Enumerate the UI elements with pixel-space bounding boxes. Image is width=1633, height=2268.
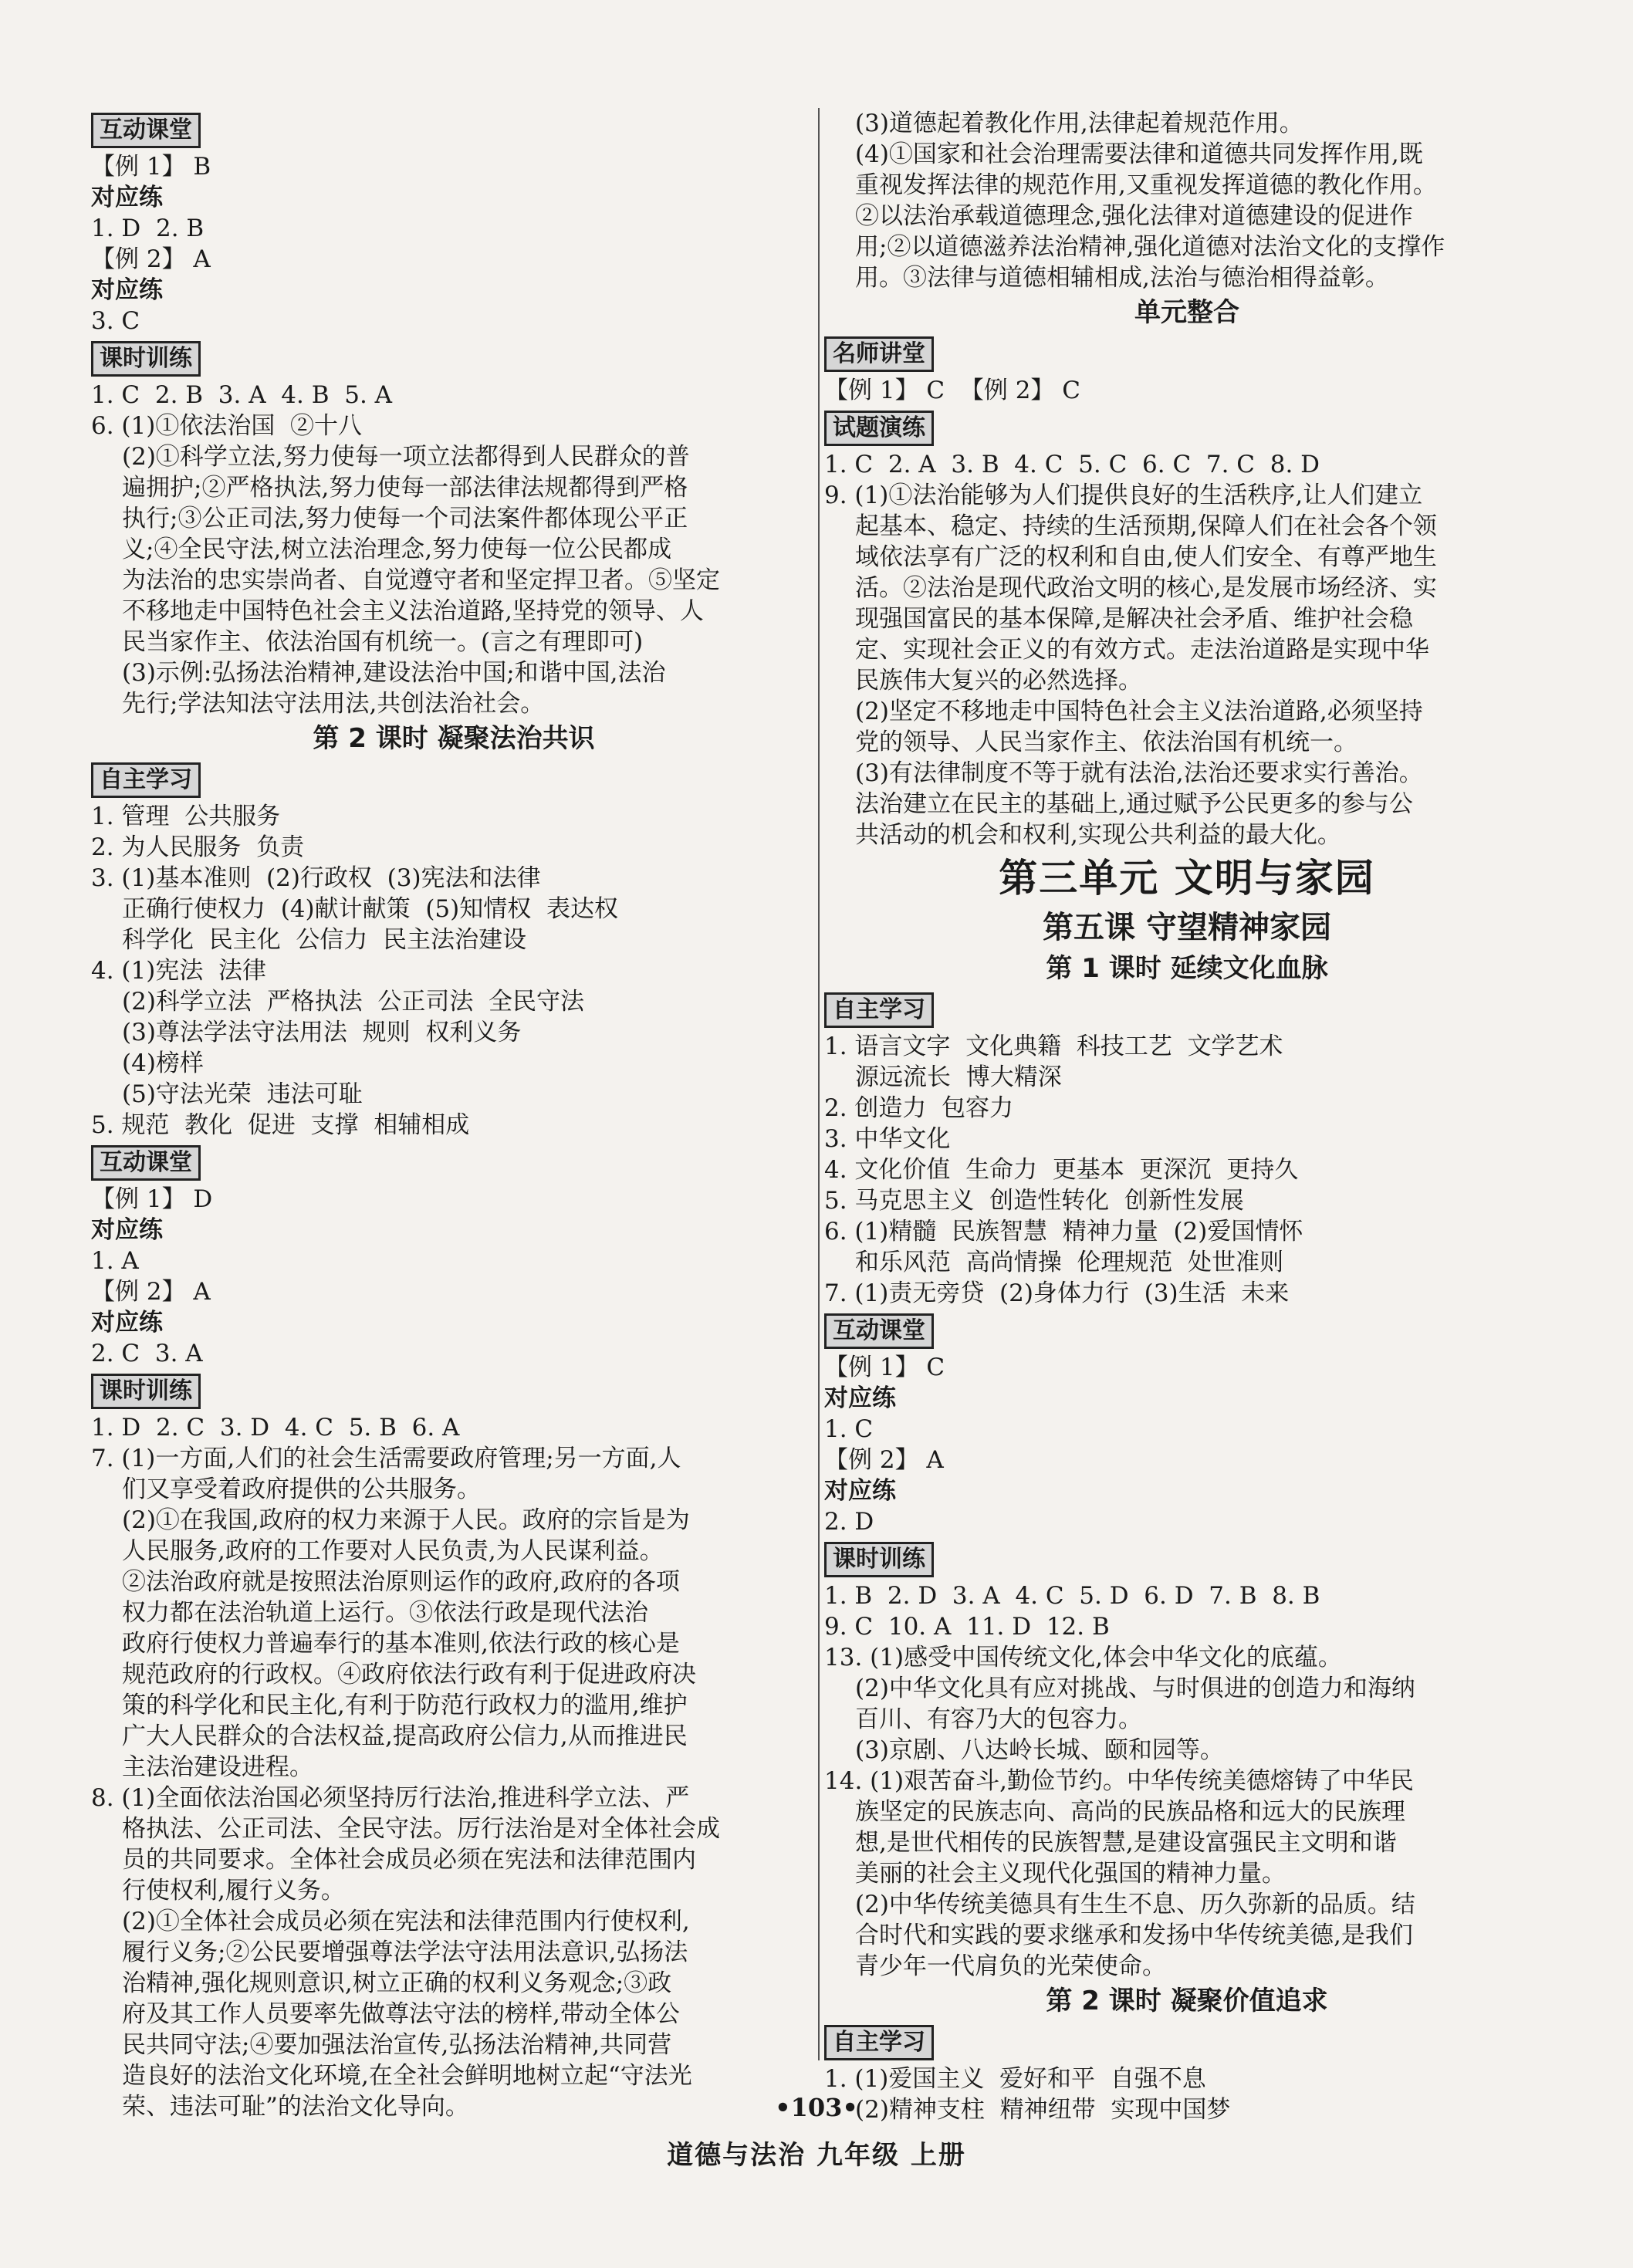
section-tag-row — [824, 406, 1550, 449]
section-tag: 名师讲堂 — [824, 336, 934, 372]
section-tag-row — [824, 332, 1550, 375]
answer-line: 2. 为人民服务 负责 — [91, 833, 305, 861]
answer-line: 造良好的法治文化环境,在全社会鲜明地树立起“守法光 — [122, 2062, 692, 2090]
answer-line: 想,是世代相传的民族智慧,是建设富强民主文明和谐 — [855, 1829, 1397, 1857]
answer-line: 府及其工作人员要率先做尊法守法的榜样,带动全体公 — [122, 2000, 680, 2028]
answer-line: 4. (1)宪法 法律 — [91, 957, 267, 985]
answer-line: 人民服务,政府的工作要对人民负责,为人民谋利益。 — [122, 1537, 664, 1565]
answer-line: 员的共同要求。全体社会成员必须在宪法和法律范围内 — [122, 1846, 696, 1874]
answer-line: 遍拥护;②严格执法,努力使每一部法律法规都得到严格 — [122, 474, 688, 502]
answer-line: (2)坚定不移地走中国特色社会主义法治道路,必须坚持 — [855, 698, 1423, 725]
answer-line: (2)精神支柱 精神纽带 实现中国梦 — [855, 2096, 1231, 2124]
answer-line: 9. (1)①法治能够为人们提供良好的生活秩序,让人们建立 — [824, 482, 1423, 509]
section-tag: 互动课堂 — [91, 1145, 201, 1181]
section-tag-row — [91, 1141, 816, 1184]
answer-line: (2)①全体社会成员必须在宪法和法律范围内行使权利, — [122, 1908, 690, 1935]
section-tag-row — [824, 2020, 1550, 2064]
answer-line: 1. D 2. B — [91, 215, 205, 242]
section-tag-row — [91, 1369, 816, 1412]
section-title: 第 2 课时 凝聚法治共识 — [313, 723, 595, 754]
answer-line: 格执法、公正司法、全民守法。厉行法治是对全体社会成 — [122, 1815, 720, 1843]
answer-line: 先行;学法知法守法用法,共创法治社会。 — [122, 690, 545, 718]
answer-line: 现强国富民的基本保障,是解决社会矛盾、维护社会稳 — [855, 605, 1413, 633]
answer-line: 策的科学化和民主化,有利于防范行政权力的滥用,维护 — [122, 1692, 688, 1719]
answer-line: (2)中华传统美德具有生生不息、历久弥新的品质。结 — [855, 1891, 1415, 1918]
section-tag: 试题演练 — [824, 411, 934, 446]
answer-line: (3)示例:弘扬法治精神,建设法治中国;和谐中国,法治 — [122, 659, 666, 687]
answer-line: 用;②以道德滋养法治精神,强化道德对法治文化的支撑作 — [855, 233, 1445, 261]
answer-line: 1. C 2. B 3. A 4. B 5. A — [91, 381, 393, 409]
answer-line: 主法治建设进程。 — [122, 1753, 313, 1781]
answer-line: 【例 1】 C 【例 2】 C — [824, 377, 1081, 404]
unit-title: 第三单元 文明与家园 — [999, 856, 1375, 901]
answer-line: 1. (1)爱国主义 爱好和平 自强不息 — [824, 2065, 1206, 2093]
answer-line: 青少年一代肩负的光荣使命。 — [855, 1952, 1166, 1980]
answer-line: 【例 1】 B — [91, 153, 211, 181]
exercise-label: 对应练 — [91, 1216, 163, 1244]
answer-line: (3)道德起着教化作用,法律起着规范作用。 — [855, 110, 1303, 137]
answer-line: 【例 1】 C — [824, 1354, 945, 1381]
answer-line: 正确行使权力 (4)献计献策 (5)知情权 表达权 — [122, 895, 618, 923]
section-tag: 互动课堂 — [91, 113, 201, 148]
page-number: •103• — [775, 2093, 858, 2122]
section-tag: 自主学习 — [824, 992, 934, 1028]
answer-line: 和乐风范 高尚情操 伦理规范 处世准则 — [855, 1249, 1284, 1276]
answer-line: (3)有法律制度不等于就有法治,法治还要求实行善治。 — [855, 759, 1423, 787]
answer-line: 规范政府的行政权。④政府依法行政有利于促进政府决 — [122, 1661, 696, 1688]
answer-line: 定、实现社会正义的有效方式。走法治道路是实现中华 — [855, 636, 1429, 664]
answer-line: 3. 中华文化 — [824, 1125, 951, 1153]
answer-line: 【例 2】 A — [91, 245, 211, 273]
answer-line: 民共同守法;④要加强法治宣传,弘扬法治精神,共同营 — [122, 2031, 672, 2059]
right-column — [824, 108, 1550, 2125]
answer-line: (2)科学立法 严格执法 公正司法 全民守法 — [122, 988, 585, 1016]
answer-line: 7. (1)一方面,人们的社会生活需要政府管理;另一方面,人 — [91, 1445, 681, 1472]
answer-line: ②以法治承载道德理念,强化法律对道德建设的促进作 — [855, 202, 1413, 230]
answer-line: 法治建立在民主的基础上,通过赋予公民更多的参与公 — [855, 790, 1413, 818]
answer-line: 合时代和实践的要求继承和发扬中华传统美德,是我们 — [855, 1922, 1413, 1949]
answer-line: 4. 文化价值 生命力 更基本 更深沉 更持久 — [824, 1156, 1299, 1184]
answer-line: 行使权利,履行义务。 — [122, 1877, 345, 1905]
answer-line: 1. B 2. D 3. A 4. C 5. D 6. D 7. B 8. B — [824, 1582, 1320, 1610]
answer-line: 荣、违法可耻”的法治文化导向。 — [122, 2093, 469, 2121]
answer-line: 2. 创造力 包容力 — [824, 1094, 1014, 1122]
exercise-label: 对应练 — [824, 1384, 896, 1412]
answer-line: 3. (1)基本准则 (2)行政权 (3)宪法和法律 — [91, 864, 541, 892]
answer-line: 1. C 2. A 3. B 4. C 5. C 6. C 7. C 8. D — [824, 451, 1320, 478]
section-tag: 课时训练 — [91, 341, 201, 377]
answer-line: 1. C — [824, 1415, 874, 1443]
answer-line: (2)中华文化具有应对挑战、与时俱进的创造力和海纳 — [855, 1675, 1415, 1702]
answer-line: 科学化 民主化 公信力 民主法治建设 — [122, 926, 527, 954]
answer-line: (3)京剧、八达岭长城、颐和园等。 — [855, 1736, 1224, 1764]
lesson-title: 第五课 守望精神家园 — [1043, 910, 1331, 945]
section-title: 第 1 课时 延续文化血脉 — [1046, 953, 1328, 984]
answer-line: 用。③法律与道德相辅相成,法治与德治相得益彰。 — [855, 264, 1389, 292]
section-title: 第 2 课时 凝聚价值追求 — [1046, 1986, 1328, 2016]
left-column — [91, 108, 816, 2122]
answer-line: ②法治政府就是按照法治原则运作的政府,政府的各项 — [122, 1568, 680, 1596]
answer-line: 源远流长 博大精深 — [855, 1063, 1062, 1091]
section-tag: 课时训练 — [91, 1374, 201, 1409]
answer-line: 【例 2】 A — [91, 1278, 211, 1306]
answer-line: 6. (1)精髓 民族智慧 精神力量 (2)爱国情怀 — [824, 1218, 1303, 1246]
answer-line: 政府行使权力普遍奉行的基本准则,依法行政的核心是 — [122, 1630, 680, 1658]
answer-line: 8. (1)全面依法治国必须坚持厉行法治,推进科学立法、严 — [91, 1784, 690, 1812]
answer-line: 9. C 10. A 11. D 12. B — [824, 1613, 1110, 1641]
section-tag-row — [824, 1309, 1550, 1352]
answer-line: 广大人民群众的合法权益,提高政府公信力,从而推进民 — [122, 1722, 688, 1750]
answer-line: 执行;③公正司法,努力使每一个司法案件都体现公平正 — [122, 505, 688, 532]
answer-line: 义;④全民守法,树立法治理念,努力使每一位公民都成 — [122, 536, 672, 563]
exercise-label: 对应练 — [91, 276, 163, 304]
answer-line: 履行义务;②公民要增强尊法学法守法用法意识,弘扬法 — [122, 1938, 688, 1966]
answer-line: 7. (1)责无旁贷 (2)身体力行 (3)生活 未来 — [824, 1279, 1290, 1307]
answer-line: 美丽的社会主义现代化强国的精神力量。 — [855, 1860, 1286, 1888]
section-tag: 互动课堂 — [824, 1313, 934, 1349]
answer-line: 2. C 3. A — [91, 1340, 203, 1367]
section-tag-row — [824, 1537, 1550, 1580]
answer-line: 共活动的机会和权利,实现公共利益的最大化。 — [855, 821, 1341, 849]
exercise-label: 对应练 — [824, 1477, 896, 1505]
answer-line: 3. C — [91, 307, 140, 335]
section-tag-row — [824, 988, 1550, 1031]
book-title-footer: 道德与法治 九年级 上册 — [667, 2140, 966, 2171]
answer-line: 为法治的忠实崇尚者、自觉遵守者和坚定捍卫者。⑤坚定 — [122, 566, 720, 594]
exercise-label: 对应练 — [91, 1309, 163, 1337]
exercise-label: 对应练 — [91, 184, 163, 211]
answer-line: 百川、有容乃大的包容力。 — [855, 1705, 1142, 1733]
answer-line: 1. 语言文字 文化典籍 科技工艺 文学艺术 — [824, 1033, 1283, 1060]
answer-line: 13. (1)感受中国传统文化,体会中华文化的底蕴。 — [824, 1644, 1342, 1671]
answer-line: 5. 规范 教化 促进 支撑 相辅相成 — [91, 1111, 470, 1139]
section-tag: 自主学习 — [824, 2025, 934, 2060]
answer-line: 域依法享有广泛的权利和自由,使人们安全、有尊严地生 — [855, 543, 1437, 571]
answer-line: 【例 2】 A — [824, 1446, 944, 1474]
answer-line: 权力都在法治轨道上运行。③依法行政是现代法治 — [122, 1599, 648, 1627]
answer-line: (2)①科学立法,努力使每一项立法都得到人民群众的普 — [122, 443, 690, 471]
answer-line: 不移地走中国特色社会主义法治道路,坚持党的领导、人 — [122, 597, 704, 625]
answer-line: 重视发挥法律的规范作用,又重视发挥道德的教化作用。 — [855, 171, 1437, 199]
section-tag-row — [91, 758, 816, 801]
answer-line: 起基本、稳定、持续的生活预期,保障人们在社会各个领 — [855, 512, 1437, 540]
answer-line: 活。②法治是现代政治文明的核心,是发展市场经济、实 — [855, 574, 1437, 602]
section-tag-row — [91, 336, 816, 380]
answer-line: (4)①国家和社会治理需要法律和道德共同发挥作用,既 — [855, 140, 1423, 168]
answer-line: 们又享受着政府提供的公共服务。 — [122, 1475, 481, 1503]
answer-line: (3)尊法学法守法用法 规则 权利义务 — [122, 1019, 522, 1046]
section-tag: 课时训练 — [824, 1542, 934, 1577]
answer-line: 【例 1】 D — [91, 1185, 213, 1213]
answer-line: (2)①在我国,政府的权力来源于人民。政府的宗旨是为 — [122, 1506, 690, 1534]
answer-line: (4)榜样 — [122, 1049, 204, 1077]
answer-line: 族坚定的民族志向、高尚的民族品格和远大的民族理 — [855, 1798, 1405, 1826]
answer-line: 治精神,强化规则意识,树立正确的权利义务观念;③政 — [122, 1969, 672, 1997]
answer-line: 2. D — [824, 1508, 874, 1536]
column-divider — [818, 108, 820, 2060]
section-tag-row — [91, 108, 816, 151]
section-title: 单元整合 — [1134, 297, 1239, 328]
answer-line: (5)守法光荣 违法可耻 — [122, 1080, 363, 1108]
answer-line: 14. (1)艰苦奋斗,勤俭节约。中华传统美德熔铸了中华民 — [824, 1767, 1414, 1795]
answer-line: 5. 马克思主义 创造性转化 创新性发展 — [824, 1187, 1244, 1215]
answer-line: 1. D 2. C 3. D 4. C 5. B 6. A — [91, 1414, 460, 1442]
answer-line: 1. A — [91, 1247, 139, 1275]
answer-line: 6. (1)①依法治国 ②十八 — [91, 412, 363, 440]
answer-line: 民当家作主、依法治国有机统一。(言之有理即可) — [122, 628, 644, 656]
answer-line: 民族伟大复兴的必然选择。 — [855, 667, 1142, 695]
answer-line: 党的领导、人民当家作主、依法治国有机统一。 — [855, 728, 1357, 756]
answer-line: 1. 管理 公共服务 — [91, 803, 281, 830]
section-tag: 自主学习 — [91, 762, 201, 798]
